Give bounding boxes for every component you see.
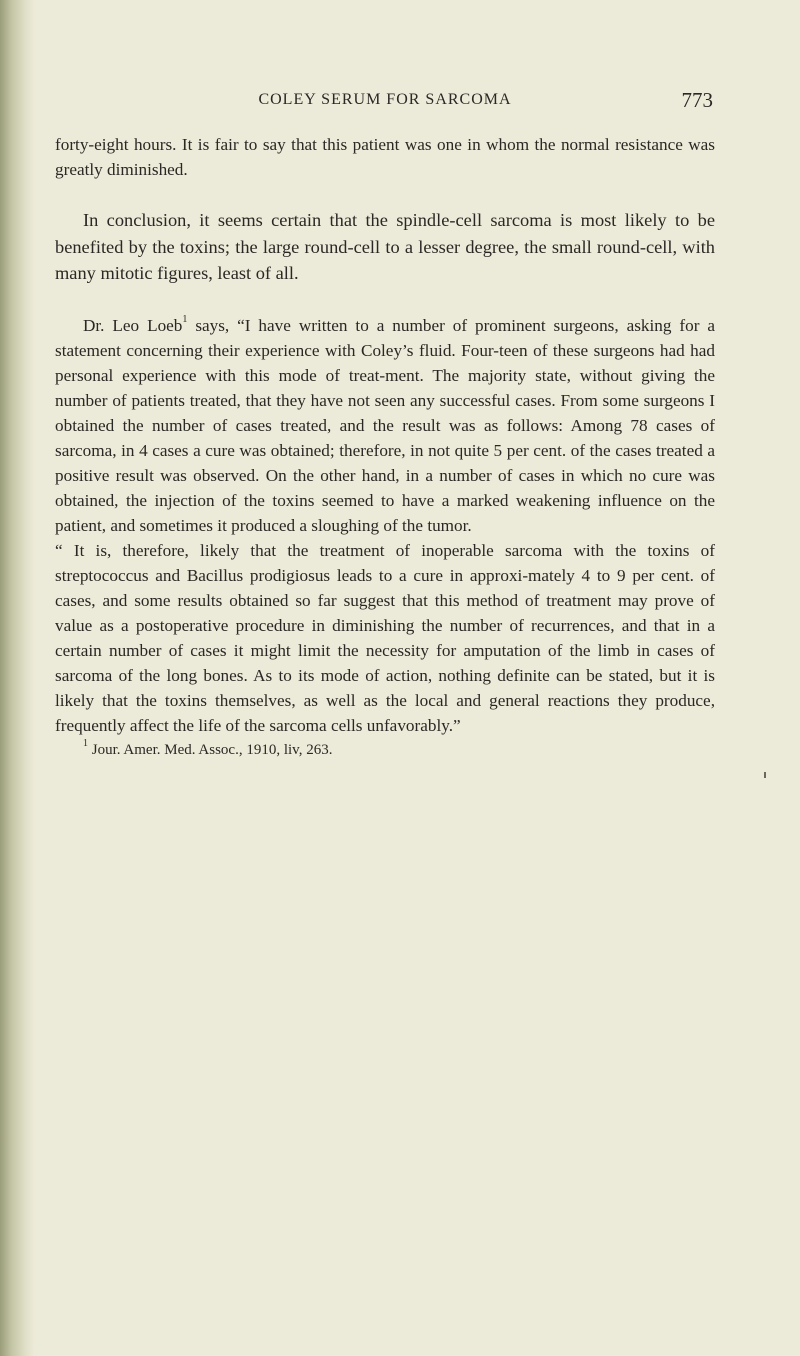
quote-text: says, “I have written to a number of prominent surgeons, asking for a statement concerning their experience with Coley’s fluid. Four-teen of these surgeons had had personal experience with this mode of treat-ment. The majority state, without giving the number of patients treated, that they have not seen any successful cases. From some surgeons I obtained the number of cases treated, and the result was as follows: Among 78 cases of sarcoma, in 4 cases a cure was obtained; therefore, in not quite 5 per cent. of the cases treated a positive result was observed. On the other hand, in a number of cases in which no cure was obtained, the injection of the toxins seemed to have a marked weakening influence on the patient, and sometimes it produced a sloughing of the tumor.	[55, 315, 715, 535]
margin-mark	[764, 772, 766, 778]
running-title: COLEY SERUM FOR SARCOMA	[258, 91, 512, 108]
footnote-marker: 1	[83, 737, 88, 749]
running-head	[55, 88, 715, 118]
page-number: 773	[681, 88, 713, 112]
footnote	[55, 737, 715, 760]
page-binding-shadow	[0, 0, 34, 1356]
paragraph-continuation: forty-eight hours. It is fair to say that this patient was one in whom the normal resistance was greatly diminished.	[55, 135, 715, 179]
paragraph-quote-continued: “ It is, therefore, likely that the treatment of inoperable sarcoma with the toxins of streptococcus and Bacillus prodigiosus leads to a cure in approxi-mately 4 to 9 per cent. of cases, and some results obtained so far suggest that this method of treatment may prove of value as a postoperative procedure in diminishing the number of recurrences, and that in a certain number of cases it might limit the necessity for amputation of the limb in cases of sarcoma of the long bones. As to its mode of action, nothing definite can be stated, but it is likely that the toxins themselves, as well as the local and general reactions they produce, frequently affect the life of the sarcoma cells unfavorably.”	[55, 540, 715, 735]
paragraph-conclusion: In conclusion, it seems certain that the spindle-cell sarcoma is most likely to be benefited by the toxins; the large round-cell to a lesser degree, the small round-cell, with many mitotic figures, least of all.	[55, 210, 715, 283]
book-page	[55, 88, 715, 760]
footnote-text: Jour. Amer. Med. Assoc., 1910, liv, 263.	[88, 741, 333, 758]
author-name: Dr. Leo Loeb	[83, 315, 183, 335]
footnote-reference: 1	[182, 313, 188, 325]
paragraph-loeb-quote	[55, 313, 715, 538]
